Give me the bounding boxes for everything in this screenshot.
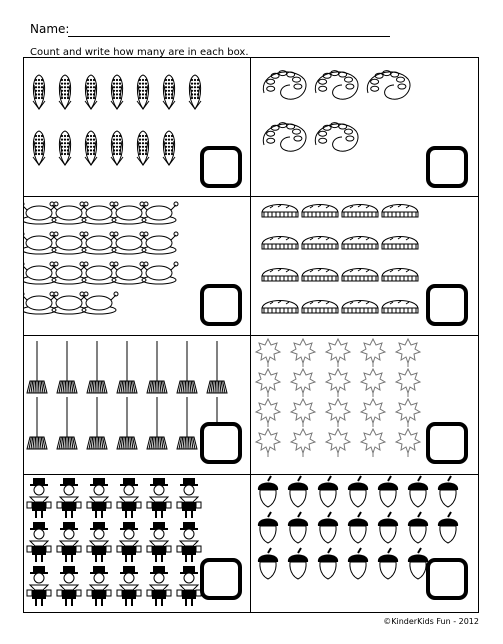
- leaf-picture: [256, 339, 280, 367]
- acorn-picture: [438, 512, 458, 543]
- leaf-picture: [291, 369, 315, 397]
- acorn-picture: [258, 512, 278, 543]
- count-cell-rake: [23, 335, 250, 474]
- answer-box[interactable]: [200, 422, 242, 464]
- acorn-picture: [318, 512, 338, 543]
- acorn-picture: [258, 476, 278, 507]
- count-cell-corn: [23, 57, 250, 196]
- corn-picture: [137, 75, 149, 109]
- acorn-picture: [408, 476, 428, 507]
- pilgrim-picture: [117, 522, 141, 562]
- count-cell-cornucopia: [250, 57, 479, 196]
- leaf-picture: [361, 399, 385, 427]
- pie-picture: [262, 237, 298, 250]
- corn-picture: [33, 131, 45, 165]
- acorn-picture: [348, 476, 368, 507]
- cornucopia-picture: [315, 71, 358, 100]
- corn-picture: [85, 131, 97, 165]
- acorn-picture: [288, 476, 308, 507]
- pie-picture: [382, 237, 418, 250]
- rake-picture: [87, 397, 107, 449]
- leaf-picture: [396, 399, 420, 427]
- rake-picture: [117, 397, 137, 449]
- corn-picture: [163, 75, 175, 109]
- leaf-picture: [326, 369, 350, 397]
- acorn-picture: [378, 476, 398, 507]
- acorn-picture: [288, 512, 308, 543]
- pie-picture: [382, 269, 418, 282]
- pilgrim-picture: [57, 522, 81, 562]
- pie-picture: [342, 237, 378, 250]
- pie-picture: [342, 269, 378, 282]
- rake-picture: [27, 397, 47, 449]
- answer-box[interactable]: [426, 146, 468, 188]
- pie-picture: [342, 205, 378, 218]
- acorn-picture: [348, 512, 368, 543]
- cornucopia-picture: [315, 123, 358, 152]
- acorn-picture: [378, 512, 398, 543]
- pilgrim-picture: [117, 566, 141, 606]
- rake-picture: [177, 397, 197, 449]
- rake-picture: [57, 397, 77, 449]
- acorn-picture: [258, 548, 278, 579]
- leaf-picture: [361, 339, 385, 367]
- name-label: Name:: [30, 22, 70, 36]
- pie-picture: [382, 301, 418, 314]
- pie-picture: [262, 205, 298, 218]
- answer-box[interactable]: [426, 284, 468, 326]
- rake-picture: [117, 341, 137, 393]
- corn-picture: [111, 131, 123, 165]
- acorn-picture: [318, 548, 338, 579]
- pie-picture: [302, 269, 338, 282]
- answer-box[interactable]: [426, 422, 468, 464]
- pilgrim-picture: [87, 522, 111, 562]
- cornucopia-picture: [263, 71, 306, 100]
- rake-picture: [207, 341, 227, 393]
- pie-picture: [302, 301, 338, 314]
- rake-picture: [147, 341, 167, 393]
- name-line[interactable]: [68, 36, 390, 37]
- leaf-picture: [326, 429, 350, 457]
- cornucopia-picture: [263, 123, 306, 152]
- rake-picture: [57, 341, 77, 393]
- pilgrim-picture: [177, 478, 201, 518]
- pilgrim-picture: [87, 478, 111, 518]
- acorn-picture: [408, 512, 428, 543]
- leaf-picture: [256, 429, 280, 457]
- rake-picture: [177, 341, 197, 393]
- leaf-picture: [361, 429, 385, 457]
- leaf-picture: [291, 339, 315, 367]
- leaf-picture: [256, 399, 280, 427]
- leaf-picture: [256, 369, 280, 397]
- pilgrim-picture: [27, 566, 51, 606]
- answer-box[interactable]: [200, 558, 242, 600]
- rake-picture: [147, 397, 167, 449]
- corn-picture: [111, 75, 123, 109]
- leaf-picture: [396, 369, 420, 397]
- leaf-picture: [291, 399, 315, 427]
- pie-picture: [262, 301, 298, 314]
- rake-picture: [27, 341, 47, 393]
- pilgrim-picture: [57, 478, 81, 518]
- pie-picture: [342, 301, 378, 314]
- corn-picture: [33, 75, 45, 109]
- count-cell-pilgrim: [23, 474, 250, 613]
- answer-box[interactable]: [426, 558, 468, 600]
- leaf-picture: [326, 339, 350, 367]
- pilgrim-picture: [117, 478, 141, 518]
- count-cell-leaf: [250, 335, 479, 474]
- count-cell-turkey: [23, 196, 250, 335]
- pilgrim-picture: [27, 522, 51, 562]
- answer-box[interactable]: [200, 284, 242, 326]
- pilgrim-picture: [27, 478, 51, 518]
- pilgrim-picture: [147, 478, 171, 518]
- copyright: ©KinderKids Fun - 2012: [383, 617, 479, 626]
- pilgrim-picture: [147, 522, 171, 562]
- corn-picture: [163, 131, 175, 165]
- acorn-picture: [438, 476, 458, 507]
- pilgrim-picture: [177, 522, 201, 562]
- leaf-picture: [291, 429, 315, 457]
- pilgrim-picture: [177, 566, 201, 606]
- acorn-picture: [318, 476, 338, 507]
- instructions: Count and write how many are in each box.: [30, 47, 249, 58]
- count-cell-pie: [250, 196, 479, 335]
- corn-picture: [189, 75, 201, 109]
- leaf-picture: [361, 369, 385, 397]
- corn-picture: [137, 131, 149, 165]
- acorn-picture: [288, 548, 308, 579]
- pie-picture: [302, 205, 338, 218]
- leaf-picture: [396, 339, 420, 367]
- pilgrim-picture: [87, 566, 111, 606]
- pilgrim-picture: [147, 566, 171, 606]
- pie-picture: [302, 237, 338, 250]
- cornucopia-picture: [367, 71, 410, 100]
- leaf-picture: [396, 429, 420, 457]
- count-cell-acorn: [250, 474, 479, 613]
- answer-box[interactable]: [200, 146, 242, 188]
- corn-picture: [85, 75, 97, 109]
- rake-picture: [87, 341, 107, 393]
- corn-picture: [59, 131, 71, 165]
- pilgrim-picture: [57, 566, 81, 606]
- acorn-picture: [378, 548, 398, 579]
- corn-picture: [59, 75, 71, 109]
- leaf-picture: [326, 399, 350, 427]
- acorn-picture: [348, 548, 368, 579]
- pie-picture: [382, 205, 418, 218]
- pie-picture: [262, 269, 298, 282]
